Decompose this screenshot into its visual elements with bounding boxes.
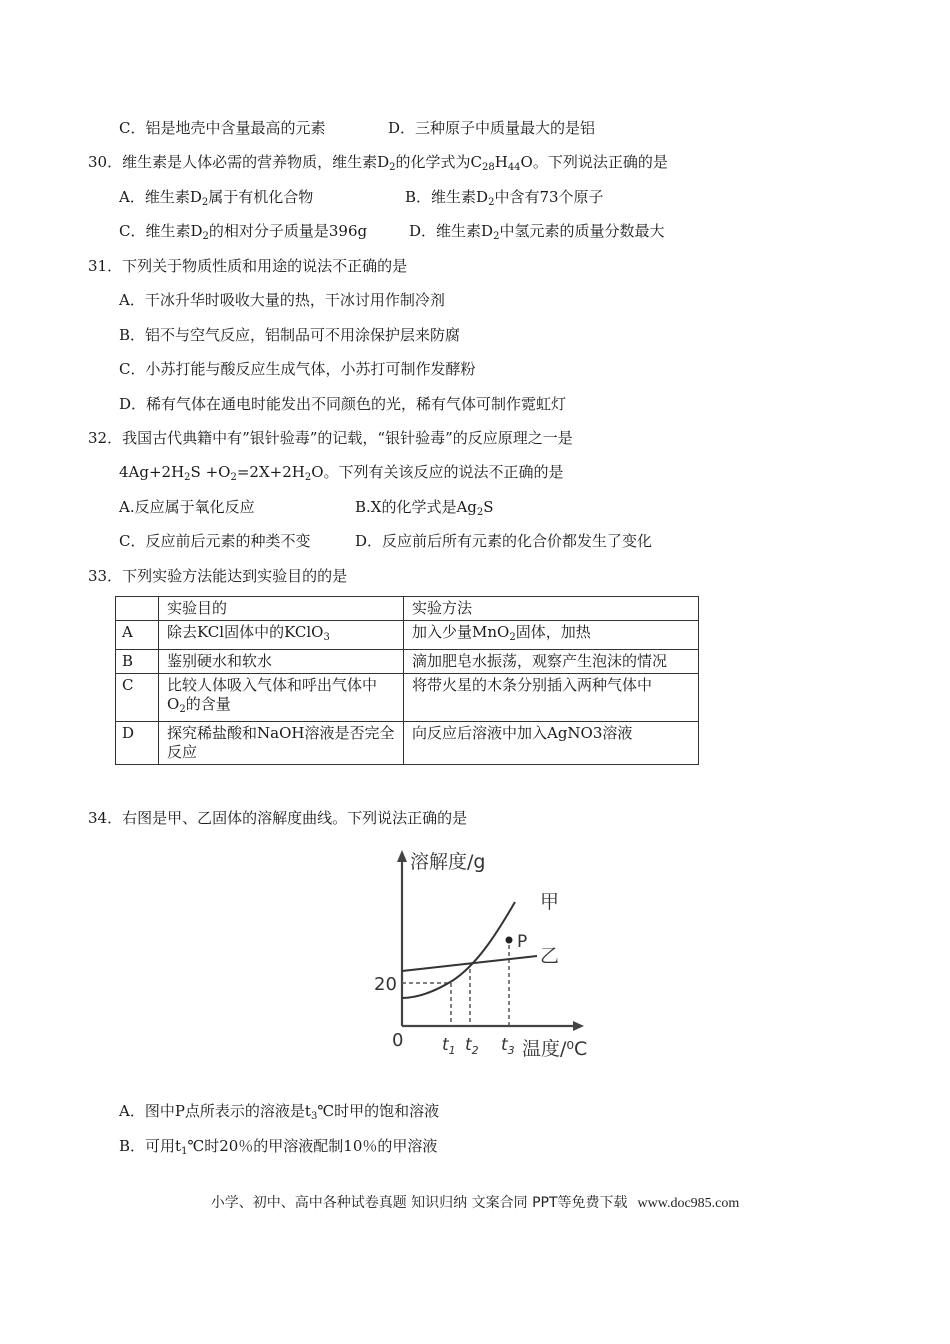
- series-jia-label: 甲: [540, 891, 560, 913]
- q34-stem: 34．右图是甲、乙固体的溶解度曲线。下列说法正确的是: [88, 809, 468, 827]
- series-yi-label: 乙: [540, 945, 560, 967]
- row-key: C: [116, 674, 159, 722]
- table-row: [116, 621, 699, 650]
- x-tick-label-t3: $t_3$: [501, 1035, 515, 1057]
- point-p-label: P: [517, 932, 528, 952]
- origin-label: 0: [392, 1030, 404, 1051]
- y-axis-label: 溶解度/g: [410, 851, 486, 873]
- table-header-row: [116, 597, 699, 621]
- table-row: [116, 722, 699, 765]
- q32-equation: $4Ag+2H_2S +O_2=2X+2H_2O$。下列有关该反应的说法不正确的是: [119, 463, 564, 483]
- y-tick-label: 20: [374, 974, 397, 995]
- row-method: 将带火星的木条分别插入两种气体中: [404, 674, 699, 722]
- x-tick-label-t2: $t_2$: [465, 1035, 479, 1057]
- row-purpose: 除去KCl固体中的KClO$_3$: [159, 621, 404, 650]
- row-method: 向反应后溶液中加入AgNO3溶液: [404, 722, 699, 765]
- x-axis-arrow: [573, 1021, 584, 1031]
- y-axis-arrow: [397, 850, 407, 862]
- q30-option-c: C．维生素$D_2$的相对分子质量是396g: [119, 222, 368, 242]
- table-header-cell: 实验目的: [159, 597, 404, 621]
- table-header-cell: 实验方法: [404, 597, 699, 621]
- q30-stem: 30．维生素是人体必需的营养物质，维生素$D_2$的化学式为$C_{28}H_{44}O$。下列说法正确的是: [88, 153, 668, 173]
- row-key: A: [116, 621, 159, 650]
- q34-option-a: A．图中P点所表示的溶液是$t_3℃$时甲的饱和溶液: [119, 1102, 440, 1122]
- footer-site-link[interactable]: www.doc985.com: [637, 1196, 740, 1211]
- q31-stem: 31．下列关于物质性质和用途的说法不正确的是: [88, 257, 408, 275]
- q32-stem: 32．我国古代典籍中有”银针验毒”的记载，“银针验毒”的反应原理之一是: [88, 429, 573, 447]
- x-axis-label: 温度/⁰C: [522, 1038, 588, 1060]
- q31-option-b: B．铝不与空气反应，铝制品可不用涂保护层来防腐: [119, 326, 461, 344]
- q29-option-c: C．铝是地壳中含量最高的元素: [119, 119, 326, 137]
- solubility-chart: [372, 838, 612, 1068]
- q30-option-b: B．维生素$D_2$中含有73个原子: [405, 188, 604, 208]
- q31-option-c: C．小苏打能与酸反应生成气体，小苏打可制作发酵粉: [119, 360, 476, 378]
- row-key: D: [116, 722, 159, 765]
- point-p: [506, 937, 513, 944]
- q33-stem: 33．下列实验方法能达到实验目的的是: [88, 567, 348, 585]
- table-header-cell: [116, 597, 159, 621]
- row-purpose: 比较人体吸入气体和呼出气体中$O_2$的含量: [159, 674, 404, 722]
- row-method: 加入少量MnO$_2$固体，加热: [404, 621, 699, 650]
- series-yi-line: [402, 956, 537, 971]
- experiment-table: [115, 596, 699, 765]
- q30-option-d: D．维生素$D_2$中氢元素的质量分数最大: [409, 222, 665, 242]
- footer-text: 小学、初中、高中各种试卷真题 知识归纳 文案合同 PPT等免费下载: [210, 1195, 628, 1211]
- page-footer: [0, 1192, 950, 1212]
- q30-option-a: A．维生素$D_2$属于有机化合物: [119, 188, 314, 208]
- q32-option-a: A.反应属于氧化反应: [119, 498, 255, 516]
- table-row: [116, 674, 699, 722]
- row-method: 滴加肥皂水振荡，观察产生泡沫的情况: [404, 650, 699, 674]
- q32-option-c: C．反应前后元素的种类不变: [119, 532, 311, 550]
- row-purpose: 鉴别硬水和软水: [159, 650, 404, 674]
- q31-option-a: A．干冰升华时吸收大量的热，干冰讨用作制冷剂: [119, 291, 445, 309]
- row-key: B: [116, 650, 159, 674]
- table-row: [116, 650, 699, 674]
- q32-option-b: B.X的化学式是$Ag_2S$: [355, 498, 494, 518]
- q34-option-b: B．可用$t_1℃$时20％的甲溶液配制10％的甲溶液: [119, 1137, 438, 1157]
- q32-option-d: D．反应前后所有元素的化合价都发生了变化: [355, 532, 653, 550]
- x-tick-label-t1: $t_1$: [442, 1035, 456, 1057]
- row-purpose: 探究稀盐酸和NaOH溶液是否完全反应: [159, 722, 404, 765]
- q29-option-d: D．三种原子中质量最大的是铝: [388, 119, 596, 137]
- q31-option-d: D．稀有气体在通电时能发出不同颜色的光，稀有气体可制作霓虹灯: [119, 395, 567, 413]
